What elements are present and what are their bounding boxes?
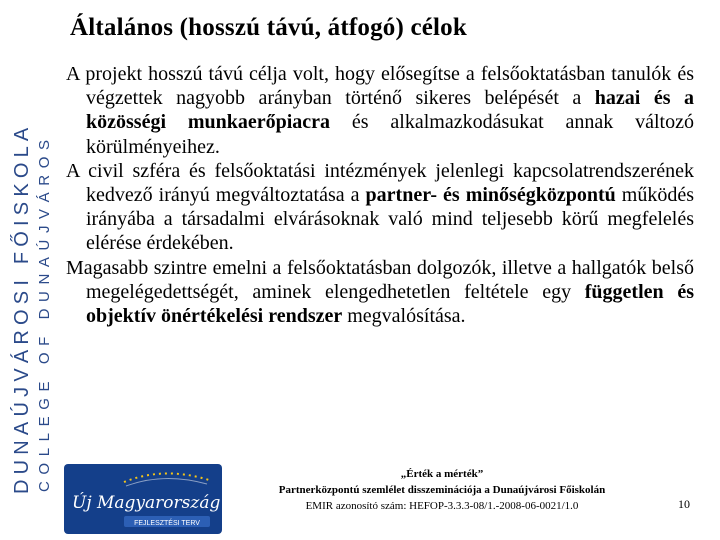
paragraph-2: A civil szféra és felsőoktatási intézmények jelenlegi kapcsolatrendszerének kedvező irányú megváltoztatása a partner- és minőségközpontú működés irányába a társadalmi elvárásoknak való mind teljesebb körű megfelelés elérése érdekében.: [66, 159, 694, 255]
page-title: Általános (hosszú távú, átfogó) célok: [70, 14, 467, 41]
paragraph-3: Magasabb szintre emelni a felsőoktatásban dolgozók, illetve a hallgatók belső megelégedettségét, aminek elengedhetetlen feltétele egy független és objektív önértékelési rendszer megvalósítása.: [66, 256, 694, 328]
page-number: 10: [678, 497, 690, 511]
footer-motto: „Érték a mérték”: [400, 468, 484, 480]
logo-graphic: [64, 464, 222, 534]
side-band: [0, 0, 54, 540]
footer-project: Partnerközpontú szemlélet disszeminációja a Dunaújvárosi Főiskolán: [278, 484, 606, 496]
uj-magyarorszag-logo: [64, 464, 222, 534]
college-name-hu: DUNAÚJVÁROSI FŐISKOLA: [11, 122, 33, 494]
emphasis: partner- és minőségközpontú: [365, 184, 616, 207]
footer-id: EMIR azonosító szám: HEFOP-3.3.3-08/1.-2008-06-0021/1.0: [305, 500, 579, 512]
footer-caption: [228, 466, 656, 514]
college-name-vertical: [0, 0, 54, 540]
emphasis: független és objektív önértékelési rendszer: [86, 280, 694, 328]
logo-text: Új Magyarország: [72, 493, 221, 513]
emphasis: hazai és a közösségi munkaerőpiacra: [86, 87, 695, 134]
college-name-en: COLLEGE OF DUNAÚJVÁROS: [36, 133, 53, 492]
paragraph-1: A projekt hosszú távú célja volt, hogy elősegítse a felsőoktatásban tanulók és végzettek nagyobb arányban történő sikeres belépését a hazai és a közösségi munkaerőpiacra és alkalmazkodásukat annak változó körülményeihez.: [66, 63, 695, 158]
body-text: [66, 62, 694, 328]
logo-subtext: FEJLESZTÉSI TERV: [134, 520, 200, 527]
